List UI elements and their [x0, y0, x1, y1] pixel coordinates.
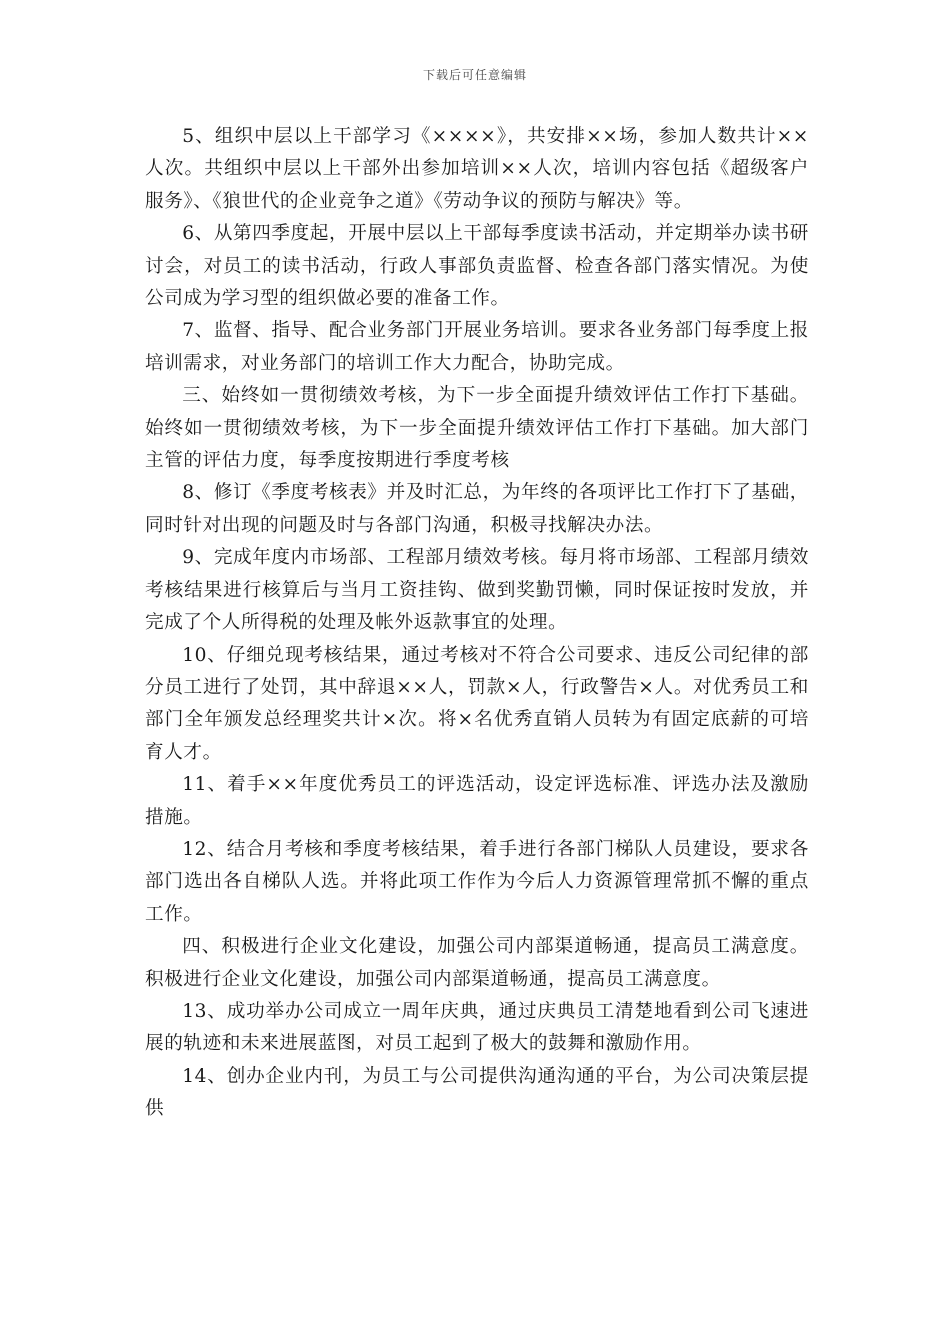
section-heading-3: 三、始终如一贯彻绩效考核，为下一步全面提升绩效评估工作打下基础。始终如一贯彻绩效考核，为下一步全面提升绩效评估工作打下基础。加大部门主管的评估力度，每季度按期进行季度考核	[145, 385, 809, 472]
paragraph-item-14: 14、创办企业内刊，为员工与公司提供沟通沟通的平台，为公司决策层提供	[145, 1065, 809, 1120]
paragraph-item-11: 11、着手××年度优秀员工的评选活动，设定评选标准、评选办法及激励措施。	[145, 774, 809, 828]
paragraph-item-12: 12、结合月考核和季度考核结果，着手进行各部门梯队人员建设，要求各部门选出各自梯队人选。并将此项工作作为今后人力资源管理常抓不懈的重点工作。	[145, 838, 809, 925]
section-heading-4: 四、积极进行企业文化建设，加强公司内部渠道畅通，提高员工满意度。积极进行企业文化建设，加强公司内部渠道畅通，提高员工满意度。	[145, 936, 809, 990]
document-body	[145, 121, 809, 1126]
paragraph-item-13: 13、成功举办公司成立一周年庆典，通过庆典员工清楚地看到公司飞速进展的轨迹和未来进展蓝图，对员工起到了极大的鼓舞和激励作用。	[145, 1000, 809, 1055]
paragraph-item-8: 8、修订《季度考核表》并及时汇总，为年终的各项评比工作打下了基础，同时针对出现的问题及时与各部门沟通，积极寻找解决办法。	[145, 482, 809, 536]
paragraph-item-5: 5、组织中层以上干部学习《××××》，共安排××场，参加人数共计××人次。共组织中层以上干部外出参加培训××人次，培训内容包括《超级客户服务》、《狼世代的企业竞争之道》《劳动争议的预防与解决》等。	[145, 126, 809, 212]
paragraph-item-10: 10、仔细兑现考核结果，通过考核对不符合公司要求、违反公司纪律的部分员工进行了处罚，其中辞退××人，罚款×人，行政警告×人。对优秀员工和部门全年颁发总经理奖共计×次。将×名优秀直销人员转为有固定底薪的可培育人才。	[145, 644, 809, 763]
page-header: 下载后可任意编辑	[422, 68, 527, 82]
paragraph-item-9: 9、完成年度内市场部、工程部月绩效考核。每月将市场部、工程部月绩效考核结果进行核算后与当月工资挂钩、做到奖勤罚懒，同时保证按时发放，并完成了个人所得税的处理及帐外返款事宜的处理。	[145, 547, 809, 634]
paragraph-item-7: 7、监督、指导、配合业务部门开展业务培训。要求各业务部门每季度上报培训需求，对业务部门的培训工作大力配合，协助完成。	[145, 320, 809, 374]
paragraph-item-6: 6、从第四季度起，开展中层以上干部每季度读书活动，并定期举办读书研讨会，对员工的读书活动，行政人事部负责监督、检查各部门落实情况。为使公司成为学习型的组织做必要的准备工作。	[145, 223, 809, 310]
